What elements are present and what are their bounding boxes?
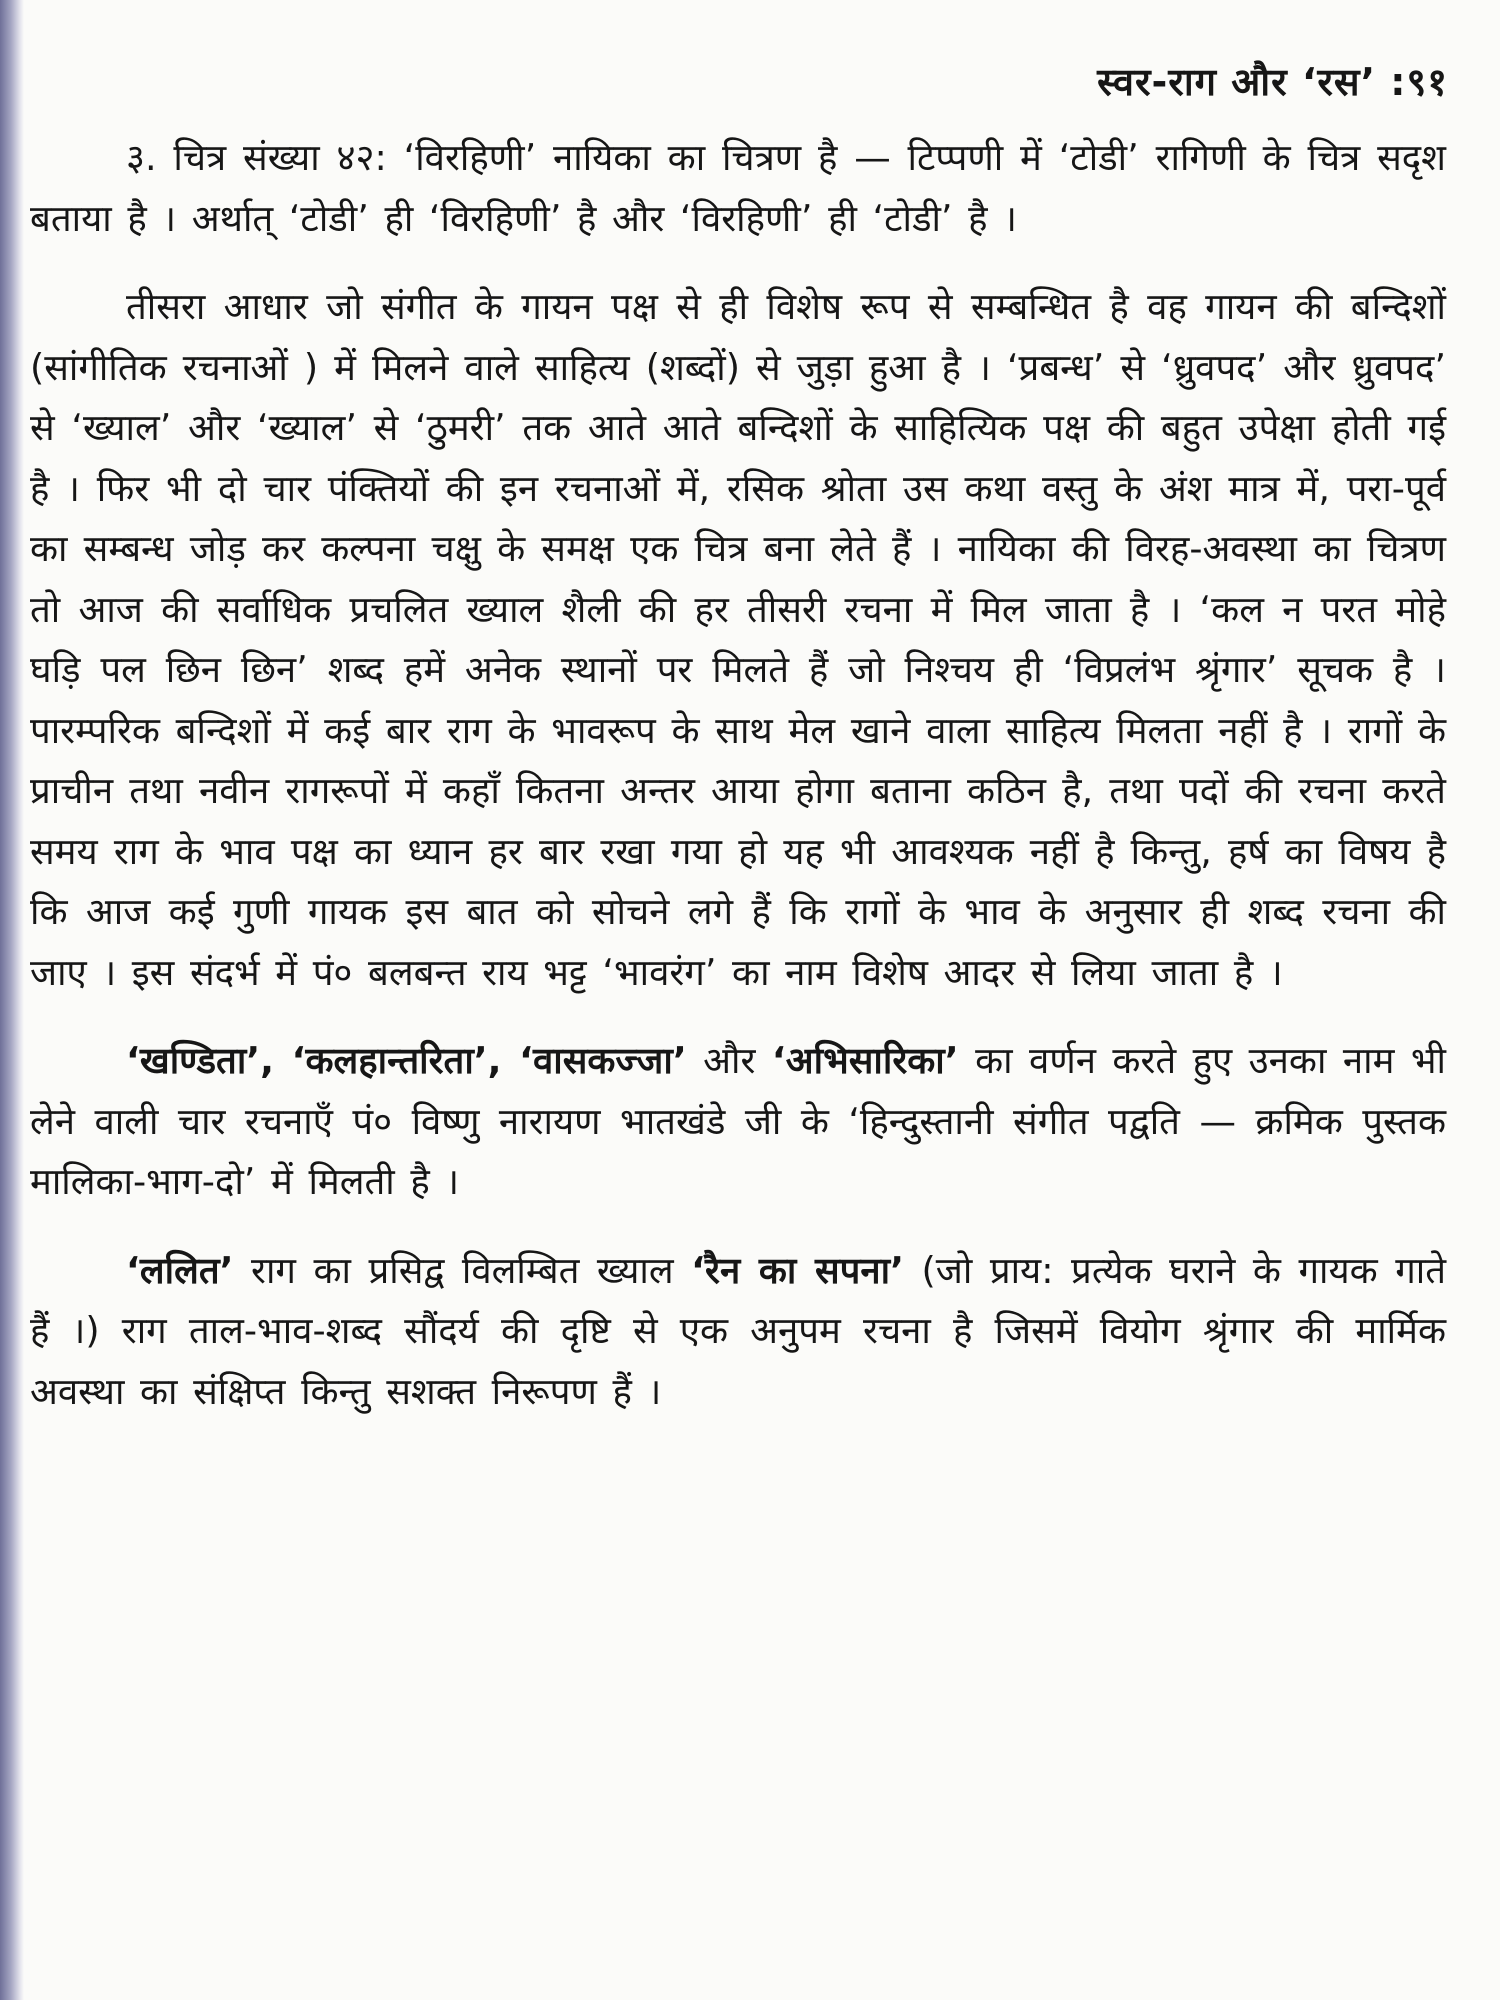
paragraph-2 bbox=[30, 277, 1446, 1003]
paragraph-4-text-b: (जो प्राय: प्रत्येक घराने के गायक गाते हैं ।) राग ताल-भाव-शब्द सौंदर्य की दृष्टि से एक अनुपम रचना है जिसमें वियोग श्रृंगार की मार्मिक अवस्था का संक्षिप्त किन्तु सशक्त निरूपण हैं । bbox=[30, 1248, 1446, 1413]
term-kalahantarita: ‘कलहान्तरिता’ bbox=[291, 1039, 488, 1082]
term-khandita: ‘खण्डिता’ bbox=[126, 1039, 261, 1082]
paragraph-1 bbox=[30, 128, 1446, 249]
page-binding-edge bbox=[0, 0, 24, 2000]
paragraph-4-text-a: राग का प्रसिद्व विलम्बित ख्याल bbox=[233, 1248, 692, 1292]
term-abhisarika: ‘अभिसारिका’ bbox=[771, 1039, 959, 1082]
running-head: स्वर-राग और ‘रस’ :९१ bbox=[1097, 60, 1448, 104]
term-lalit: ‘ललित’ bbox=[126, 1248, 234, 1292]
separator: , bbox=[487, 1039, 520, 1082]
paragraph-2-text: तीसरा आधार जो संगीत के गायन पक्ष से ही विशेष रूप से सम्बन्धित है वह गायन की बन्दिशों (सांगीतिक रचनाओं ) में मिलने वाले साहित्य (शब्दों) से जुड़ा हुआ है । ‘प्रबन्ध’ से ‘ध्रुवपद’ और ध्रुवपद’ से ‘ख्याल’ और ‘ख्याल’ से ‘ठुमरी’ तक आते आते बन्दिशों के साहित्यिक पक्ष की बहुत उपेक्षा होती गई है । फिर भी दो चार पंक्तियों की इन रचनाओं में, रसिक श्रोता उस कथा वस्तु के अंश मात्र में, परा-पूर्व का सम्बन्ध जोड़ कर कल्पना चक्षु के समक्ष एक चित्र बना लेते हैं । नायिका की विरह-अवस्था का चित्रण तो आज की सर्वाधिक प्रचलित ख्याल शैली की हर तीसरी रचना में मिल जाता है । ‘कल न परत मोहे घड़ि पल छिन छिन’ शब्द हमें अनेक स्थानों पर मिलते हैं जो निश्चय ही ‘विप्रलंभ श्रृंगार’ सूचक है । पारम्परिक बन्दिशों में कई बार राग के भावरूप के साथ मेल खाने वाला साहित्य मिलता नहीं है । रागों के प्राचीन तथा नवीन रागरूपों में कहाँ कितना अन्तर आया होगा बताना कठिन है, तथा पदों की रचना करते समय राग के भाव पक्ष का ध्यान हर बार रखा गया हो यह भी आवश्यक नहीं है किन्तु, हर्ष का विषय है कि आज कई गुणी गायक इस बात को सोचने लगे हैं कि रागों के भाव के अनुसार ही शब्द रचना की जाए । इस संदर्भ में पं० बलबन्त राय भट्ट ‘भावरंग’ का नाम विशेष आदर से लिया जाता है । bbox=[30, 285, 1446, 994]
paragraph-4 bbox=[30, 1241, 1446, 1423]
connector-text: और bbox=[686, 1039, 772, 1082]
paragraph-1-text: ३. चित्र संख्या ४२: ‘विरहिणी’ नायिका का चित्रण है — टिप्पणी में ‘टोडी’ रागिणी के चित्र सदृश बताया है । अर्थात् ‘टोडी’ ही ‘विरहिणी’ है और ‘विरहिणी’ ही ‘टोडी’ है । bbox=[30, 136, 1446, 240]
term-rain-ka-sapna: ‘रैन का सपना’ bbox=[691, 1248, 904, 1292]
term-vasakajja: ‘वासकज्जा’ bbox=[519, 1039, 687, 1082]
paragraph-3-text: का वर्णन करते हुए उनका नाम भी लेने वाली चार रचनाएँ पं० विष्णु नारायण भातखंडे जी के ‘हिन्दुस्तानी संगीत पद्वति — क्रमिक पुस्तक मालिका-भाग-दो’ में मिलती है । bbox=[30, 1039, 1446, 1203]
paragraph-3 bbox=[30, 1031, 1446, 1213]
body-text bbox=[30, 128, 1446, 1422]
separator: , bbox=[260, 1039, 292, 1082]
